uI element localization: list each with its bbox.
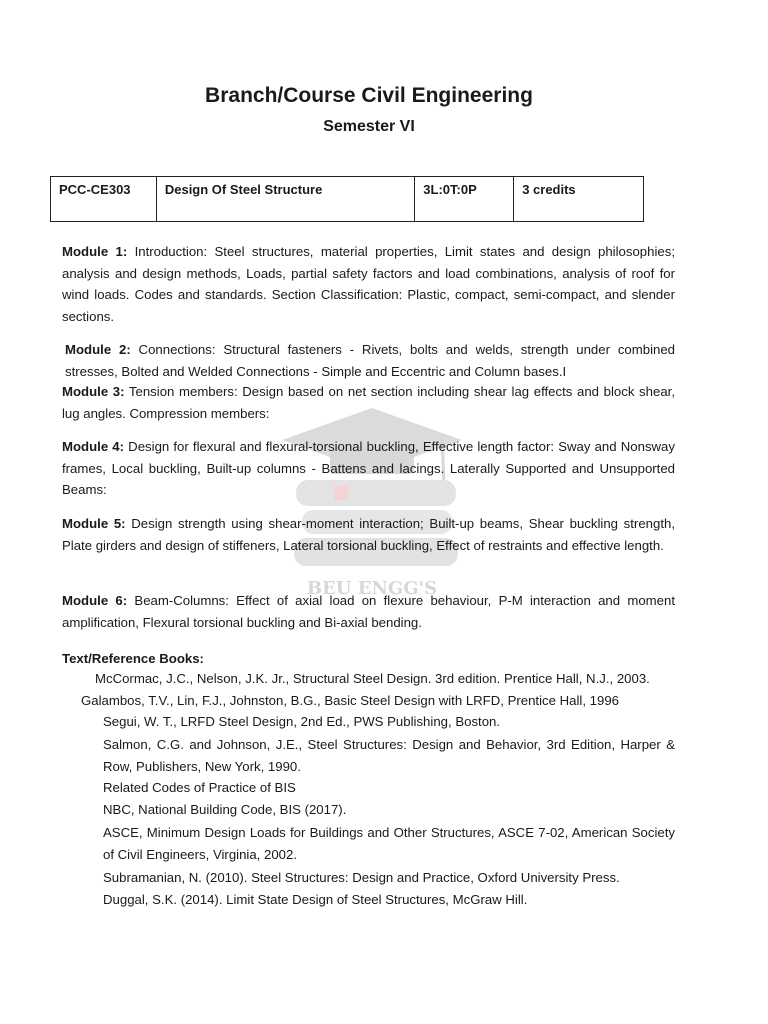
reference-item: Galambos, T.V., Lin, F.J., Johnston, B.G., Basic Steel Design with LRFD, Prentice Hall, 1996	[81, 693, 620, 708]
page-title: Branch/Course Civil Engineering	[205, 84, 533, 107]
module-label: Module 1:	[62, 244, 128, 259]
course-info-table	[50, 176, 644, 222]
course-code-cell: PCC-CE303	[51, 177, 157, 222]
course-name-cell: Design Of Steel Structure	[156, 177, 414, 222]
module-label: Module 4:	[62, 439, 125, 454]
module-text: Beam-Columns: Effect of axial load on flexure behaviour, P-M interaction and moment amplification, Flexural torsional buckling and Bi-axial bending.	[62, 593, 675, 630]
reference-item: ASCE, Minimum Design Loads for Buildings and Other Structures, ASCE 7-02, American Society of Civil Engineers, Virginia, 2002.	[103, 825, 675, 862]
module-text: Connections: Structural fasteners - Rivets, bolts and welds, strength under combined stresses, Bolted and Welded Connections - Simple and Eccentric and Column bases.I	[65, 342, 675, 379]
reference-item: Salmon, C.G. and Johnson, J.E., Steel Structures: Design and Behavior, 3rd Edition, Harper & Row, Publishers, New York, 1990.	[103, 737, 675, 774]
module-text: Design for flexural and flexural-torsional buckling, Effective length factor: Sway and Nonsway frames, Local buckling, Built-up columns - Battens and lacings. Laterally Supported and Unsupported Beams:	[62, 439, 675, 497]
reference-item: Related Codes of Practice of BIS	[103, 780, 296, 795]
module-4	[62, 436, 675, 501]
module-text: Introduction: Steel structures, material properties, Limit states and design philosophies; analysis and design methods, Loads, partial safety factors and load combinations, analysis of roof for wind loads. Codes and standards. Section Classification: Plastic, compact, semi-compact, and slender sections.	[62, 244, 675, 324]
module-3	[62, 381, 675, 424]
reference-item: Segui, W. T., LRFD Steel Design, 2nd Ed., PWS Publishing, Boston.	[103, 714, 501, 729]
module-text: Tension members: Design based on net section including shear lag effects and block shear, lug angles. Compression members:	[62, 384, 675, 421]
reference-item: Subramanian, N. (2010). Steel Structures: Design and Practice, Oxford University Press.	[103, 870, 620, 885]
module-label: Module 6:	[62, 593, 128, 608]
module-6	[62, 590, 675, 633]
module-2	[65, 339, 675, 382]
course-credits-cell: 3 credits	[514, 177, 644, 222]
module-5	[62, 513, 675, 556]
reference-item: NBC, National Building Code, BIS (2017).	[103, 802, 347, 817]
module-1	[62, 241, 675, 327]
module-label: Module 2:	[65, 342, 131, 357]
table-row	[51, 177, 644, 222]
reference-item: Duggal, S.K. (2014). Limit State Design of Steel Structures, McGraw Hill.	[103, 892, 528, 907]
course-ltp-cell: 3L:0T:0P	[415, 177, 514, 222]
module-text: Design strength using shear-moment interaction; Built-up beams, Shear buckling strength, Plate girders and design of stiffeners, Lateral torsional buckling, Effect of restraints and effective length.	[62, 516, 675, 553]
references-heading: Text/Reference Books:	[62, 651, 204, 666]
module-label: Module 5:	[62, 516, 126, 531]
module-label: Module 3:	[62, 384, 125, 399]
reference-item: McCormac, J.C., Nelson, J.K. Jr., Structural Steel Design. 3rd edition. Prentice Hall, N.J., 2003.	[95, 671, 650, 686]
semester-subtitle: Semester VI	[323, 118, 415, 135]
watermark-text: BEU ENGG'S	[306, 578, 438, 599]
